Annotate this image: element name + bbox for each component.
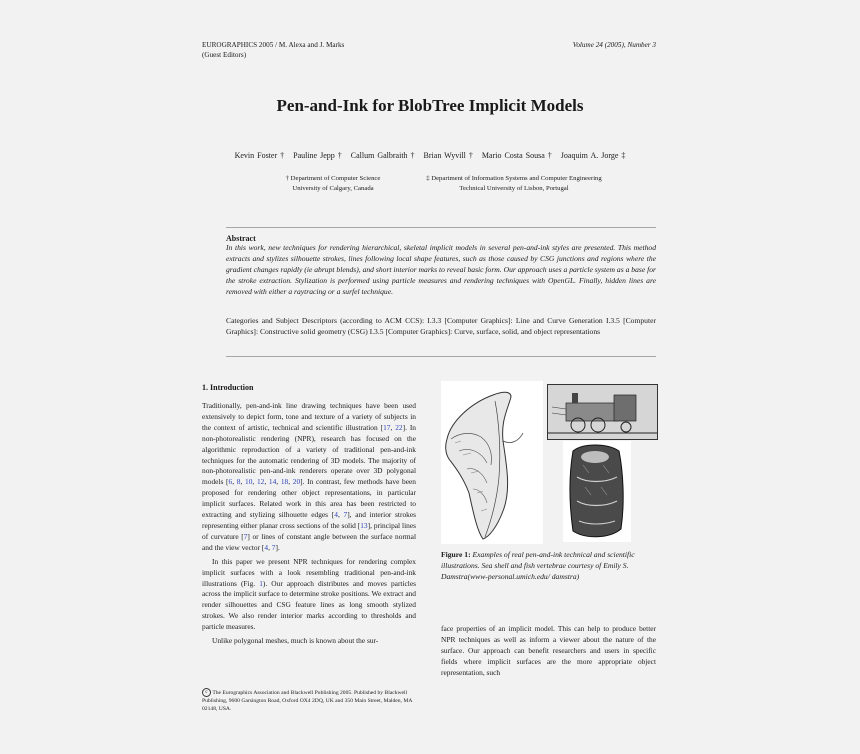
vertebrae-drawing — [563, 441, 631, 542]
figure-caption-text: Examples of real pen-and-ink technical and scientific illustrations. Sea shell and fish vertebrae courtesy of Emily S. Damstra(www-personal.umich.edu/ damstra) — [441, 550, 635, 581]
right-column-paragraph: face properties of an implicit model. This can help to produce better NPR techniques as well as inform a viewer about the nature of the surface. Our approach can benefit researchers and users in specific fields where implicit surfaces are the more appropriate object representation, such — [441, 624, 656, 677]
citation-link[interactable]: 22 — [395, 422, 403, 432]
copyright-footer — [202, 688, 420, 713]
paper-title: Pen-and-Ink for BlobTree Implicit Models — [276, 96, 584, 115]
intro-paragraph-2: In this paper we present NPR techniques for rendering complex implicit surfaces with a look resembling traditional pen-and-ink illustrations (Fig. 1). Our approach distributes and moves particles across the implicit surface to determine stroke positions. We extract and render silhouettes and CSG feature lines as long smooth stylized strokes. We also render interior marks according to thresholds and particle measures. — [202, 556, 417, 632]
section-heading-introduction: 1. Introduction — [202, 383, 254, 392]
abstract-bottom-rule — [226, 356, 656, 357]
citation-link[interactable]: 6 — [228, 477, 233, 487]
affiliation-lisbon-dept: ‡ Department of Information Systems and Computer Engineering — [426, 175, 602, 182]
journal-header-line2: (Guest Editors) — [202, 51, 247, 59]
citation-link[interactable]: 14 — [268, 477, 277, 487]
figure-1-caption — [441, 550, 656, 583]
author-list: Kevin Foster † Pauline Jepp † Callum Galbraith † Brian Wyvill † Mario Costa Sousa † Joaquim A. Jorge ‡ — [234, 151, 626, 160]
figure-link[interactable]: 1 — [259, 578, 263, 588]
journal-header-line1: EUROGRAPHICS 2005 / M. Alexa and J. Marks — [202, 41, 345, 49]
volume-info: Volume 24 (2005), Number 3 — [572, 41, 656, 49]
affiliation-lisbon — [404, 174, 624, 194]
affiliation-lisbon-univ: Technical University of Lisbon, Portugal — [459, 185, 569, 192]
citation-link[interactable]: 18 — [280, 477, 289, 487]
citation-link[interactable]: 4 — [264, 542, 269, 552]
seashell-drawing — [441, 381, 543, 544]
fish-vertebrae-illustration — [563, 441, 631, 542]
abstract-text: In this work, new techniques for rendering hierarchical, skeletal implicit models in several pen-and-ink styles are presented. This method extracts and stylizes silhouette strokes, lines following local shape features, such as those caused by CSG junctions and regions where the gradient changes rapidly (ie abrupt blends), and short interior marks to reveal basic form. Our approach uses a particle system as a base for the stroke extraction. Stylization is performed using particle measures and rendering techniques with OpenGL. Finally, hidden lines are removed with either a raytracing or a surfel technique. — [226, 243, 656, 296]
citation-link[interactable]: 7 — [343, 510, 348, 520]
right-column-body — [441, 624, 656, 679]
subject-descriptors: Categories and Subject Descriptors (according to ACM CCS): I.3.3 [Computer Graphics]: Line and Curve Generation I.3.5 [Computer Graphics]: Constructive solid geometry (CSG) I.3.5 [Computer Graphics]: Curve, surface, solid, and object representations — [226, 316, 656, 336]
affiliation-calgary-dept: † Department of Computer Science — [285, 175, 381, 182]
citation-link[interactable]: 10 — [245, 477, 253, 487]
introduction-body — [202, 401, 416, 647]
citation-link[interactable]: 17 — [383, 422, 391, 432]
intro-paragraph-3: Unlike polygonal meshes, much is known about the sur- — [212, 636, 379, 646]
seashell-illustration — [441, 381, 543, 544]
citation-link[interactable]: 8 — [236, 477, 241, 487]
affiliation-calgary — [258, 174, 408, 194]
citation-link[interactable]: 12 — [256, 477, 265, 487]
citation-link[interactable]: 7 — [271, 542, 276, 552]
citation-link[interactable]: 20 — [292, 477, 301, 487]
copyright-text: The Eurographics Association and Blackwell Publishing 2005. Published by Blackwell Publishing, 9600 Garsington Road, Oxford OX4 2DQ, UK and 350 Main Street, Malden, MA 02148, USA. — [202, 689, 413, 712]
abstract-heading: Abstract — [226, 234, 256, 243]
citation-link[interactable]: 13 — [360, 520, 368, 530]
locomotive-drawing — [548, 385, 657, 439]
copyright-icon: c — [202, 688, 211, 697]
journal-header — [202, 40, 344, 60]
citation-link[interactable]: 7 — [243, 531, 248, 541]
figure-label: Figure 1: — [441, 550, 471, 559]
affiliation-calgary-univ: University of Calgary, Canada — [292, 185, 374, 192]
citation-link[interactable]: 4 — [334, 510, 338, 520]
abstract-top-rule — [226, 227, 656, 228]
abstract-block — [226, 234, 656, 298]
locomotive-illustration — [547, 384, 658, 440]
intro-paragraph-1: Traditionally, pen-and-ink line drawing techniques have been used extensively to depict form, tone and texture of a variety of subjects in the context of artistic, technical and scientific illustration [17, 22]. In non-photorealistic rendering (NPR), research has focused on the algorithmic reproduction of a variety of traditional pen-and-ink techniques for the automatic rendering of 3D models. The majority of non-photorealistic pen-and-ink renderers operate over 3D polygonal models [6, 8, 10, 12, 14, 18, 20]. In contrast, few methods have been proposed for rendering other object representations, in particular implicit surfaces. Related work in this area has been restricted to extracting and stylizing silhouette edges [4, 7], and interior strokes representing either planar cross sections of the solid [13], principal lines of curvature [7] or lines of constant angle between the surface normal and the view vector [4, 7]. — [202, 401, 417, 552]
